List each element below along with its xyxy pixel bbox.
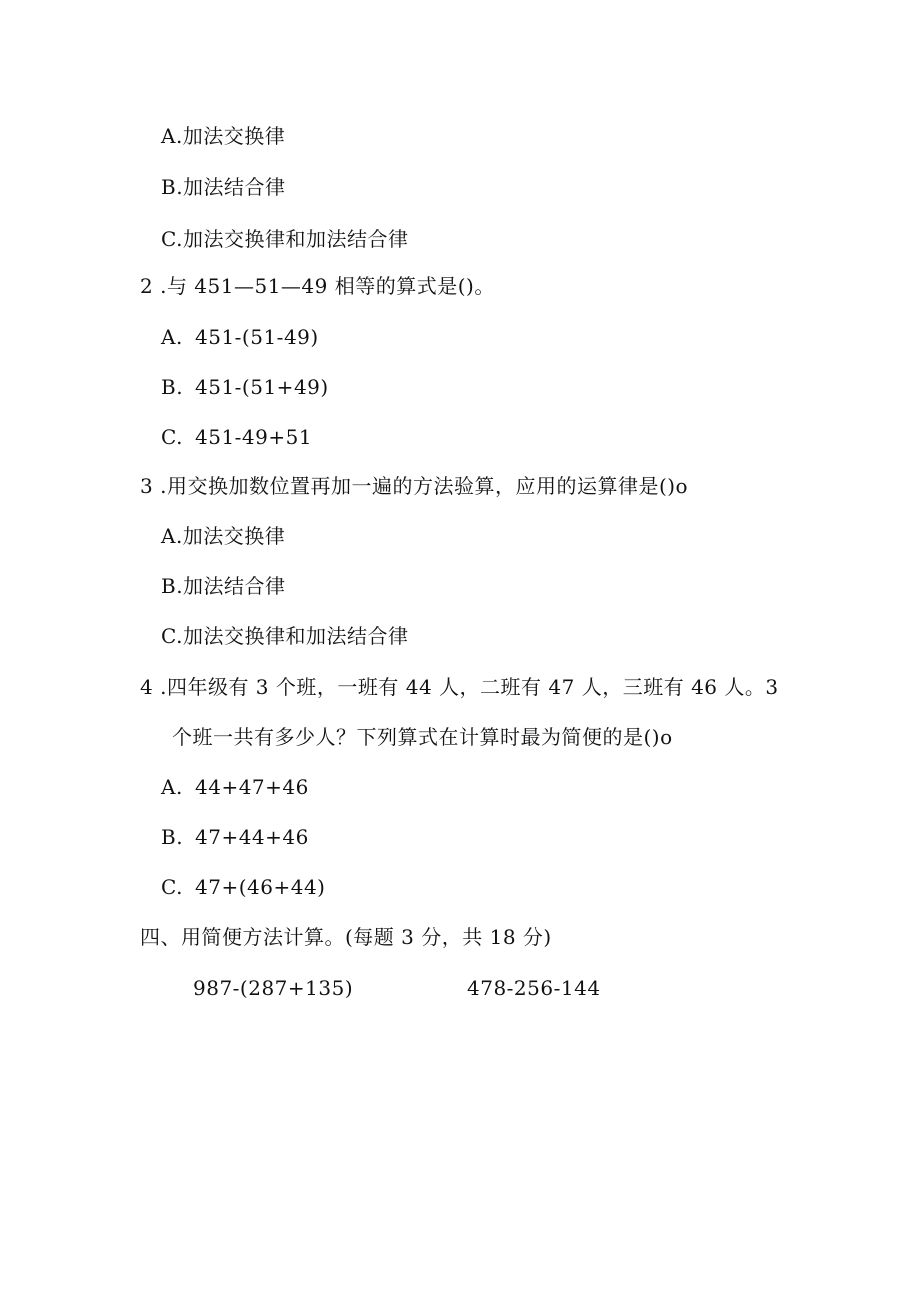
q2-stem: 2 .与 451—51—49 相等的算式是()。 <box>140 274 495 298</box>
q4-option-a-label: A. <box>161 775 183 799</box>
q4-stem-line2: 个班一共有多少人？下列算式在计算时最为简便的是()o <box>172 725 673 749</box>
q4-option-a <box>161 775 309 799</box>
q4-option-a-text: 44+47+46 <box>195 775 309 799</box>
q2-option-b-text: 451-(51+49) <box>195 375 329 399</box>
q3-option-a: A.加法交换律 <box>161 524 286 548</box>
q4-option-b-label: B. <box>161 825 184 849</box>
q4-option-c-label: C. <box>161 875 183 899</box>
q2-option-b <box>161 375 329 399</box>
q1-option-b: B.加法结合律 <box>161 175 286 199</box>
q2-option-c-text: 451-49+51 <box>195 425 313 449</box>
q2-option-c-label: C. <box>161 425 183 449</box>
q1-option-c: C.加法交换律和加法结合律 <box>161 227 409 251</box>
section4-problem-1: 987-(287+135) <box>193 976 354 1000</box>
q4-option-b-text: 47+44+46 <box>195 825 309 849</box>
q3-option-c: C.加法交换律和加法结合律 <box>161 624 409 648</box>
q2-option-c <box>161 425 312 449</box>
section4-heading: 四、用简便方法计算。(每题 3 分，共 18 分) <box>140 925 552 949</box>
q3-option-b: B.加法结合律 <box>161 574 286 598</box>
section4-problem-2: 478-256-144 <box>467 976 601 1000</box>
q4-stem-line1: 4 .四年级有 3 个班，一班有 44 人，二班有 47 人，三班有 46 人。3 <box>140 675 779 699</box>
q4-option-b <box>161 825 309 849</box>
q4-option-c-text: 47+(46+44) <box>195 875 326 899</box>
q1-option-a: A.加法交换律 <box>161 124 286 148</box>
q2-option-a <box>161 325 319 349</box>
q2-option-a-label: A. <box>161 325 183 349</box>
q3-stem: 3 .用交换加数位置再加一遍的方法验算，应用的运算律是()o <box>140 474 689 498</box>
q2-option-a-text: 451-(51-49) <box>195 325 319 349</box>
q2-option-b-label: B. <box>161 375 184 399</box>
q4-option-c <box>161 875 325 899</box>
